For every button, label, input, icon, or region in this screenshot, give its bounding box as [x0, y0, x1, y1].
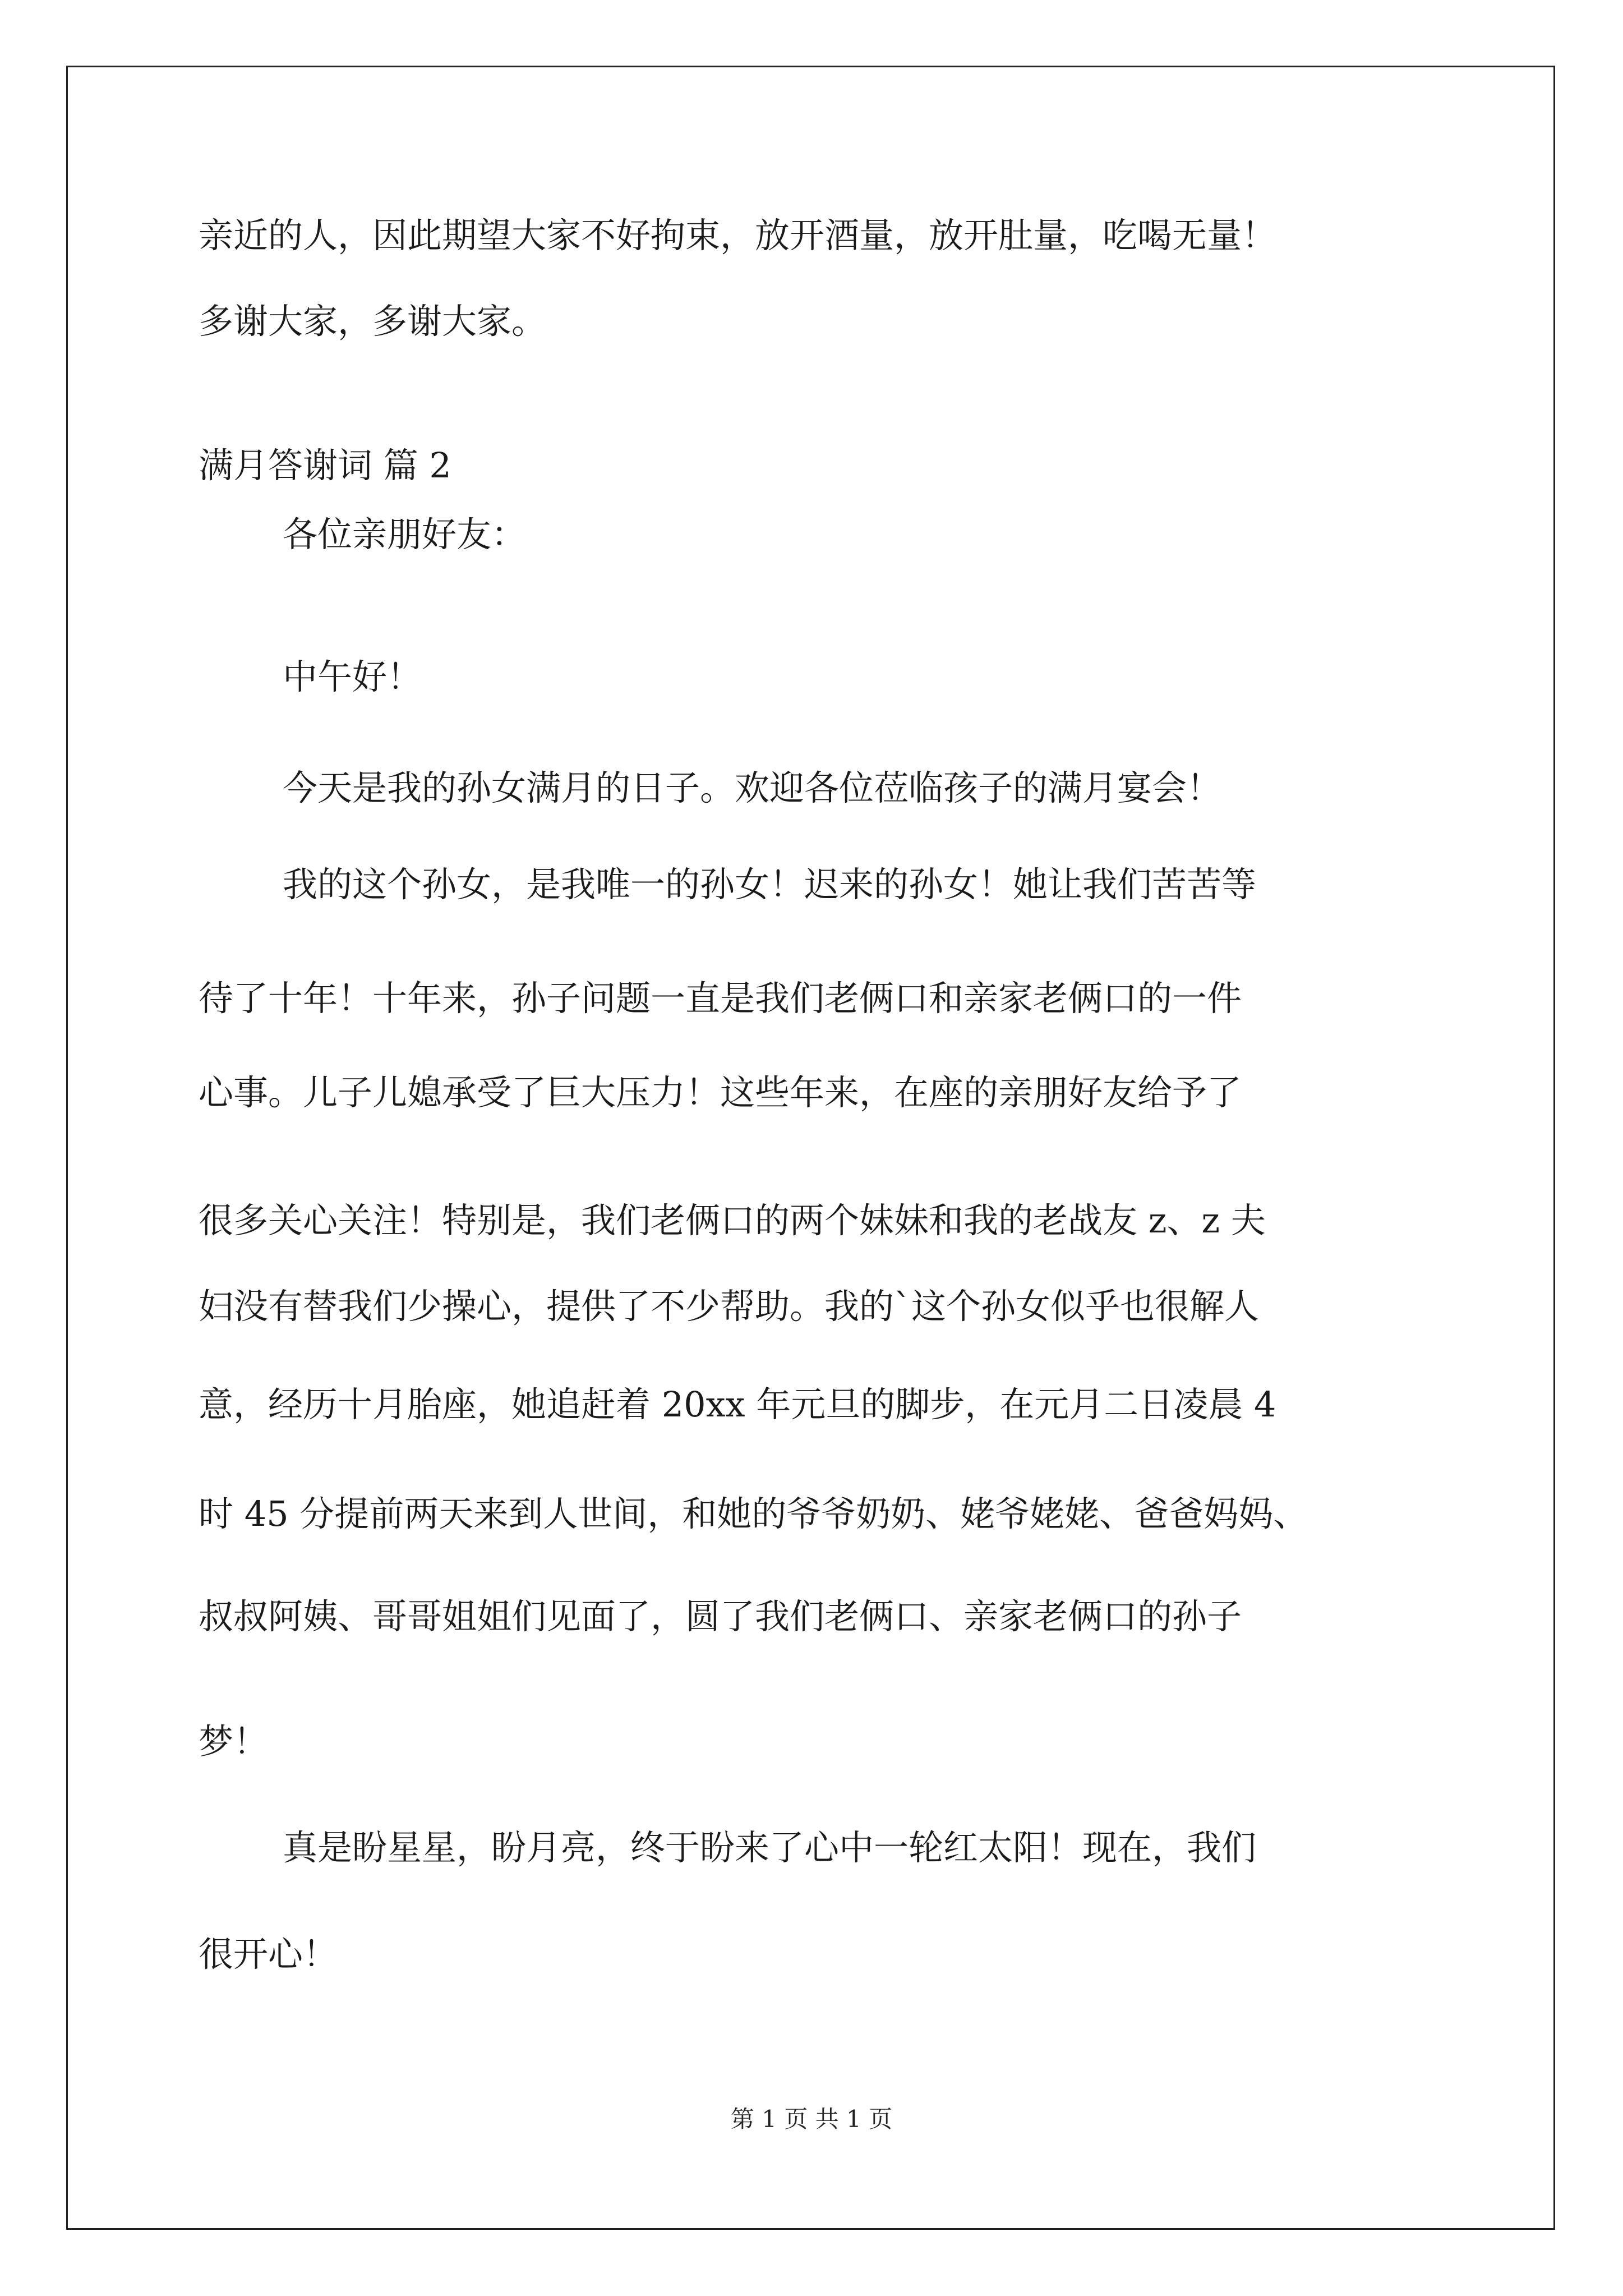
page-number: 第 1 页 共 1 页: [730, 2105, 893, 2133]
paragraph-line: 妇没有替我们少操心，提供了不少帮助。我的`这个孙女似乎也很解人: [199, 1286, 1260, 1327]
text-line: 亲近的人，因此期望大家不好拘束，放开酒量，放开肚量，吃喝无量！: [199, 215, 1277, 256]
greeting: 中午好！: [283, 656, 422, 697]
text-line: 多谢大家，多谢大家。: [199, 301, 547, 342]
paragraph-line: 今天是我的孙女满月的日子。欢迎各位莅临孩子的满月宴会！: [283, 767, 1222, 808]
paragraph-line: 心事。儿子儿媳承受了巨大压力！这些年来，在座的亲朋好友给予了: [199, 1072, 1242, 1113]
page-border: [66, 66, 1555, 2230]
paragraph-line: 时 45 分提前两天来到人世间，和她的爷爷奶奶、姥爷姥姥、爸爸妈妈、: [199, 1493, 1308, 1534]
paragraph-line: 待了十年！十年来，孙子问题一直是我们老俩口和亲家老俩口的一件: [199, 978, 1242, 1019]
salutation: 各位亲朋好友：: [283, 514, 527, 555]
paragraph-line: 梦！: [199, 1721, 269, 1762]
paragraph-line: 很多关心关注！特别是，我们老俩口的两个妹妹和我的老战友 z、z 夫: [199, 1200, 1266, 1241]
paragraph-line: 叔叔阿姨、哥哥姐姐们见面了，圆了我们老俩口、亲家老俩口的孙子: [199, 1596, 1242, 1637]
paragraph-line: 真是盼星星，盼月亮，终于盼来了心中一轮红太阳！现在，我们: [283, 1827, 1257, 1868]
paragraph-line: 很开心！: [199, 1934, 338, 1975]
paragraph-line: 我的这个孙女，是我唯一的孙女！迟来的孙女！她让我们苦苦等: [283, 864, 1257, 905]
section-heading: 满月答谢词 篇 2: [199, 445, 451, 486]
paragraph-line: 意，经历十月胎座，她追赶着 20xx 年元旦的脚步，在元月二日凌晨 4: [199, 1384, 1276, 1425]
